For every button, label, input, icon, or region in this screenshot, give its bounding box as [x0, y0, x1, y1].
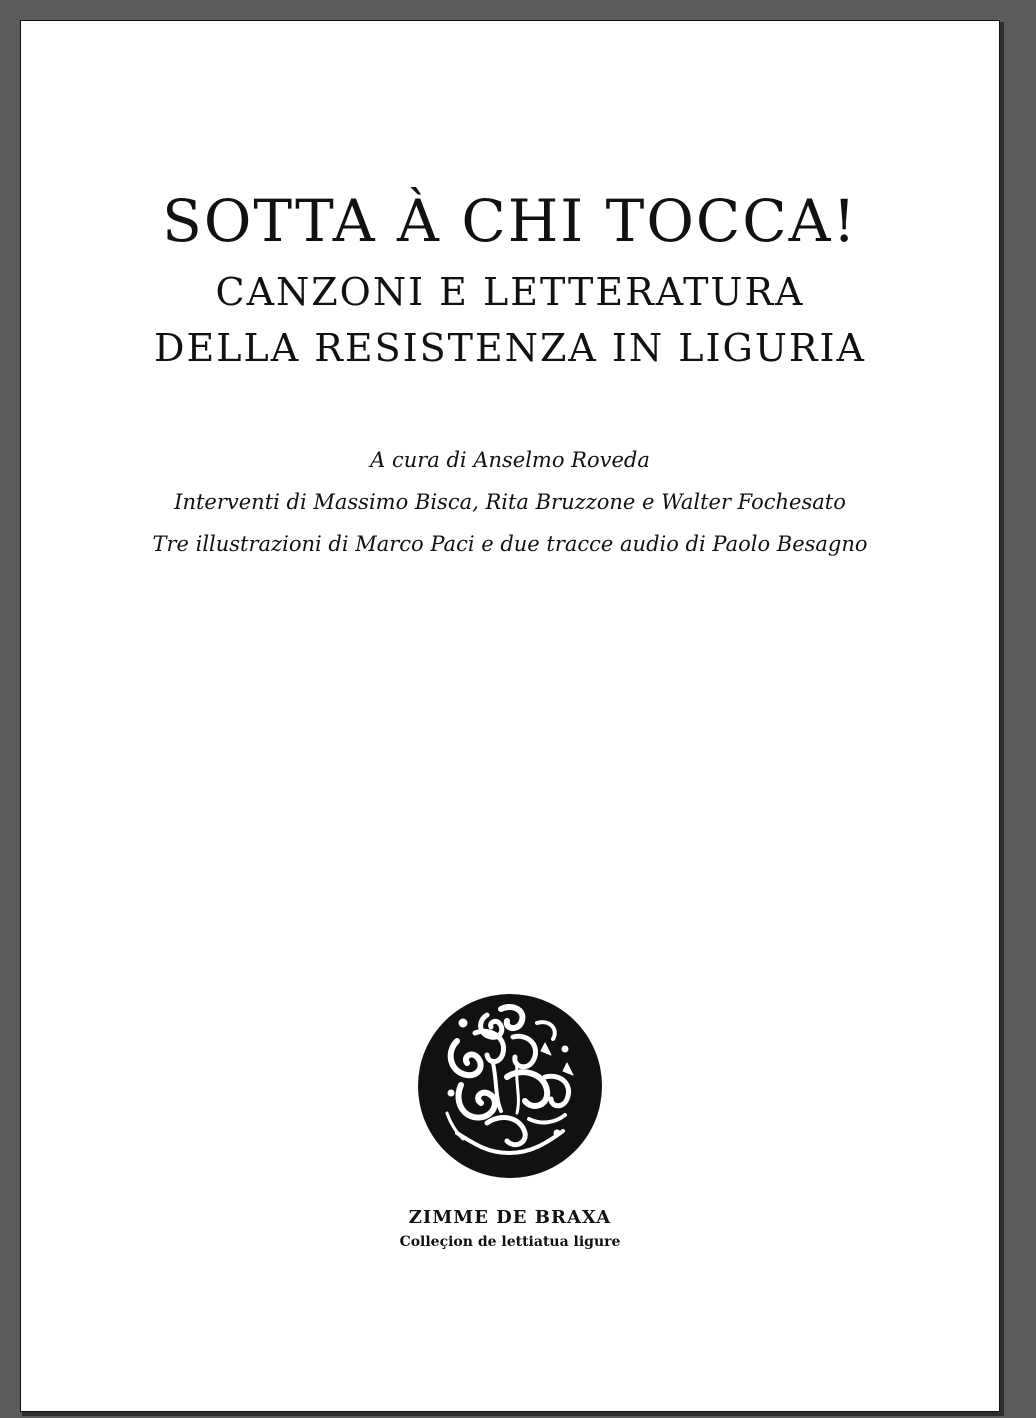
publisher-block [21, 1204, 999, 1252]
title-block [21, 186, 999, 376]
document-page [20, 20, 1000, 1412]
curator-credit: A cura di Anselmo Roveda [370, 448, 650, 472]
main-title: SOTTA À CHI TOCCA! [162, 187, 858, 255]
series-name: Colleçion de lettiatua ligure [399, 1234, 621, 1250]
subtitle-line-2: DELLA RESISTENZA IN LIGURIA [154, 326, 866, 370]
fire-emblem-icon [417, 993, 603, 1179]
page-shadow [22, 1412, 1004, 1416]
subtitle-line-1: CANZONI E LETTERATURA [215, 270, 805, 314]
publisher-name: ZIMME DE BRAXA [408, 1207, 612, 1228]
illustrations-credit: Tre illustrazioni di Marco Paci e due tracce audio di Paolo Besagno [152, 532, 868, 556]
credits-block [21, 439, 999, 565]
page-shadow [1000, 22, 1004, 1414]
contributors-credit: Interventi di Massimo Bisca, Rita Bruzzone e Walter Fochesato [174, 490, 846, 514]
